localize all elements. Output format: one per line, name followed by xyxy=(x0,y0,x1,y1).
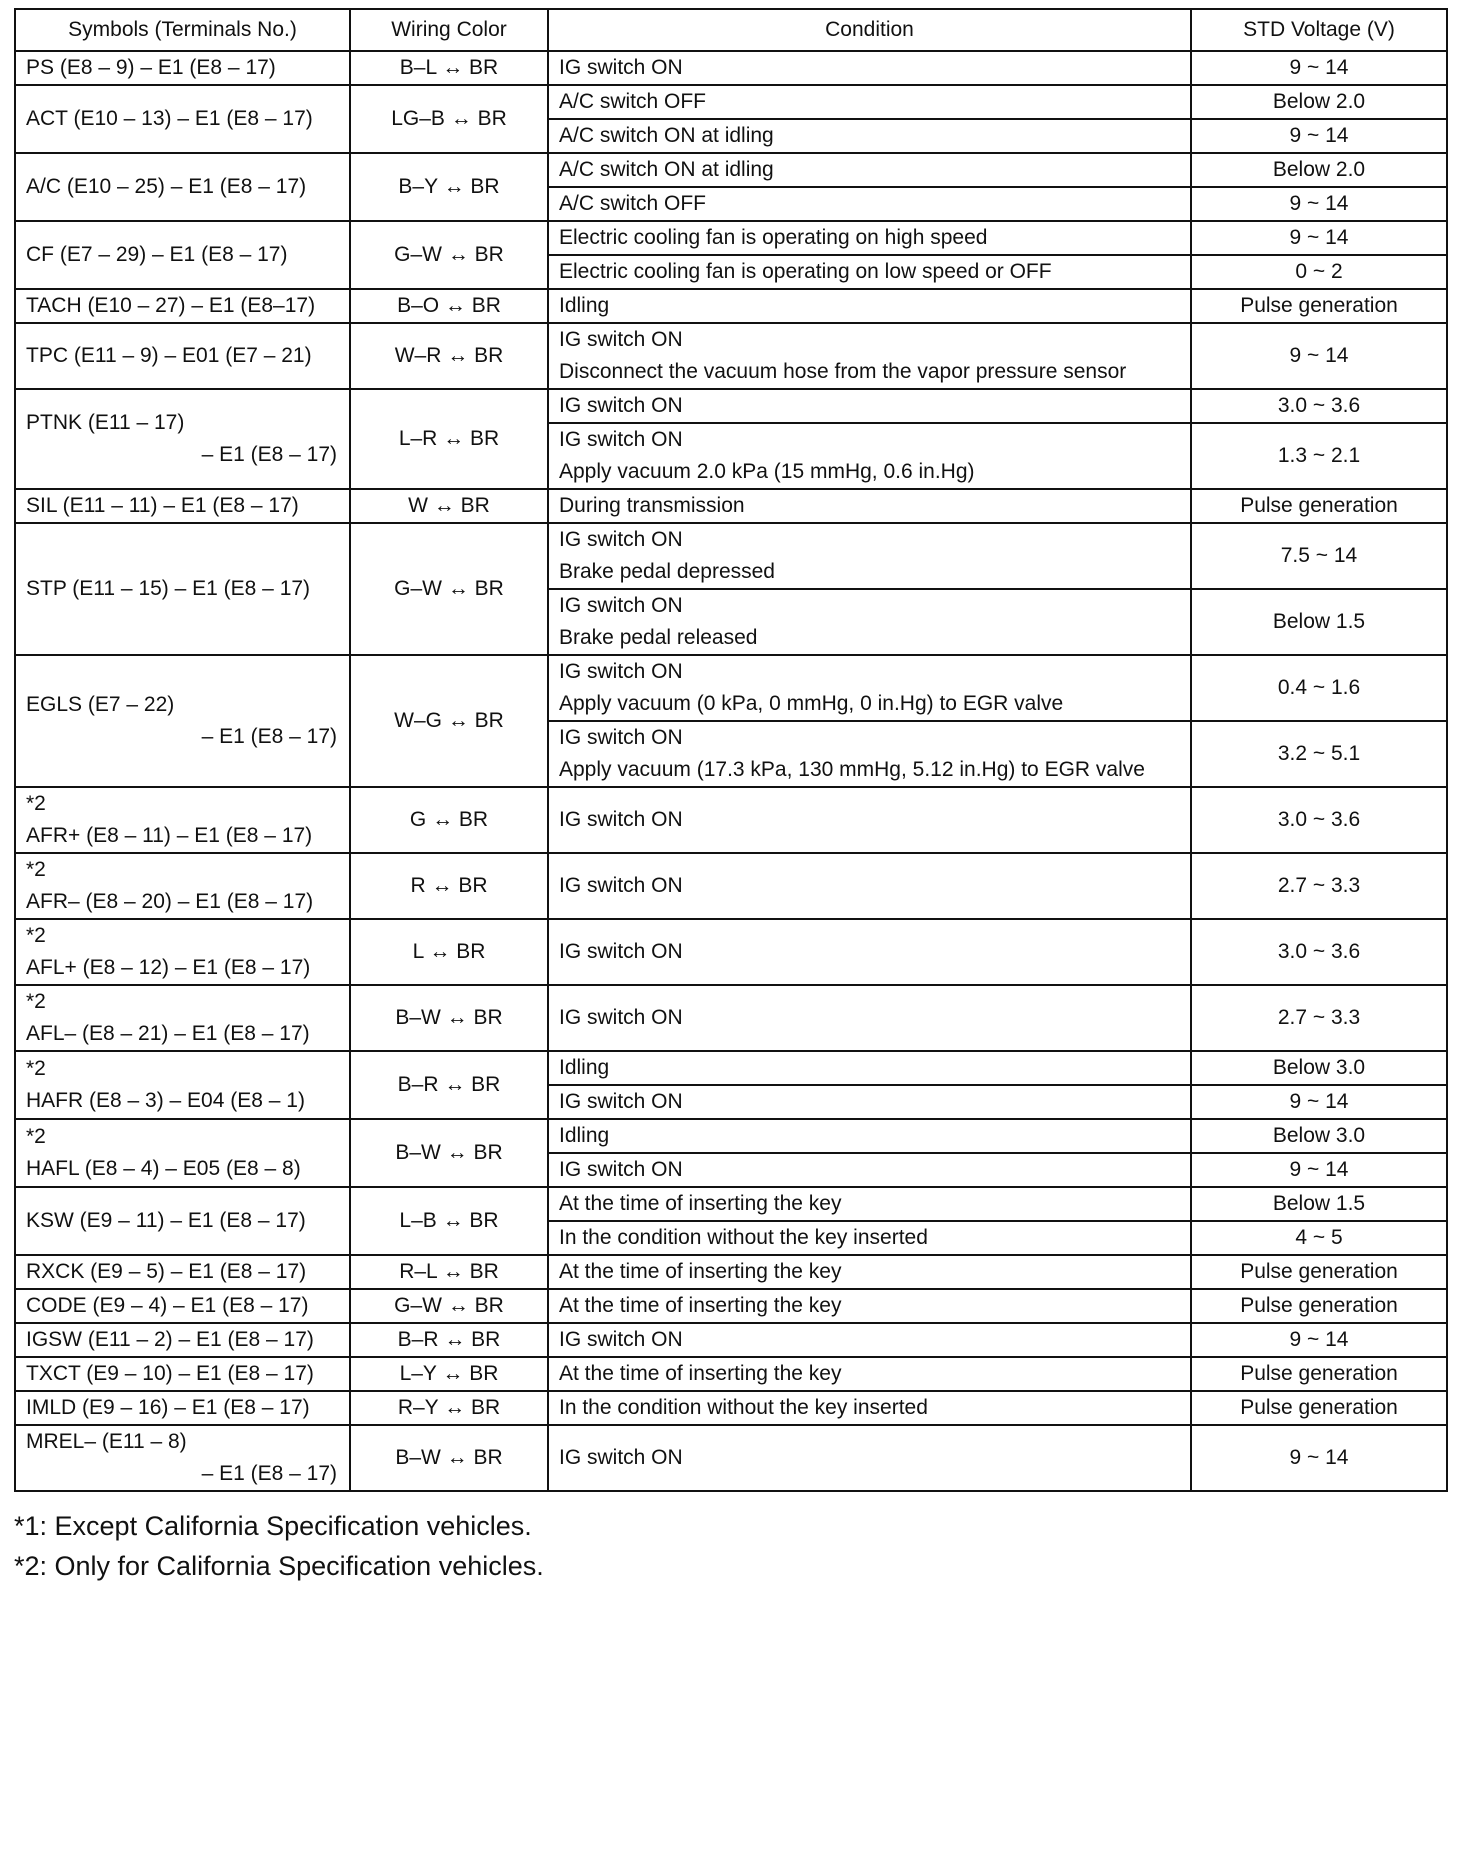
header-wiring-color: Wiring Color xyxy=(350,9,548,51)
condition-cell-line: Apply vacuum (0 kPa, 0 mmHg, 0 in.Hg) to EGR valve xyxy=(559,692,1064,715)
condition-cell-line: A/C switch ON at idling xyxy=(559,124,774,147)
table-row xyxy=(15,1119,1447,1153)
condition-cell-line: In the condition without the key inserted xyxy=(559,1226,928,1249)
symbol-cell-line: TXCT (E9 – 10) – E1 (E8 – 17) xyxy=(26,1362,314,1385)
std-voltage-cell: Below 3.0 xyxy=(1191,1051,1447,1085)
table-row xyxy=(15,985,1447,1051)
table-row xyxy=(15,655,1447,721)
symbol-cell-line: PS (E8 – 9) – E1 (E8 – 17) xyxy=(26,56,276,79)
table-row xyxy=(15,1425,1447,1491)
table-row xyxy=(15,389,1447,423)
table-row xyxy=(15,1289,1447,1323)
symbol-cell-line: AFR+ (E8 – 11) – E1 (E8 – 17) xyxy=(26,824,313,847)
symbol-cell-line: KSW (E9 – 11) – E1 (E8 – 17) xyxy=(26,1209,306,1232)
condition-cell xyxy=(548,153,1191,187)
header-std-voltage: STD Voltage (V) xyxy=(1191,9,1447,51)
std-voltage-cell: 9 ~ 14 xyxy=(1191,1323,1447,1357)
wiring-color-cell: R ↔ BR xyxy=(350,853,548,919)
table-row xyxy=(15,221,1447,255)
std-voltage-cell: 9 ~ 14 xyxy=(1191,119,1447,153)
table-body xyxy=(15,51,1447,1491)
std-voltage-cell: Pulse generation xyxy=(1191,1255,1447,1289)
std-voltage-cell: Below 2.0 xyxy=(1191,85,1447,119)
symbol-cell xyxy=(15,787,350,853)
terminal-voltage-table xyxy=(14,8,1448,1492)
symbol-cell-line: *2 xyxy=(26,1125,46,1148)
condition-cell xyxy=(548,655,1191,721)
symbol-cell-line: TPC (E11 – 9) – E01 (E7 – 21) xyxy=(26,344,312,367)
condition-cell-line: IG switch ON xyxy=(559,394,683,417)
std-voltage-cell: 0 ~ 2 xyxy=(1191,255,1447,289)
condition-cell-line: IG switch ON xyxy=(559,1006,683,1029)
std-voltage-cell: Pulse generation xyxy=(1191,489,1447,523)
condition-cell-line: Idling xyxy=(559,1056,610,1079)
std-voltage-cell: 4 ~ 5 xyxy=(1191,1221,1447,1255)
std-voltage-cell: Pulse generation xyxy=(1191,1357,1447,1391)
wiring-color-cell: B–W ↔ BR xyxy=(350,985,548,1051)
wiring-color-cell: B–L ↔ BR xyxy=(350,51,548,85)
symbol-cell-line: HAFR (E8 – 3) – E04 (E8 – 1) xyxy=(26,1089,305,1112)
std-voltage-cell: 1.3 ~ 2.1 xyxy=(1191,423,1447,489)
std-voltage-cell: 3.2 ~ 5.1 xyxy=(1191,721,1447,787)
table-row xyxy=(15,153,1447,187)
condition-cell-line: In the condition without the key inserted xyxy=(559,1396,928,1419)
table-row xyxy=(15,1391,1447,1425)
condition-cell xyxy=(548,1153,1191,1187)
condition-cell-line: IG switch ON xyxy=(559,726,683,749)
condition-cell-line: At the time of inserting the key xyxy=(559,1192,842,1215)
wiring-color-cell: L ↔ BR xyxy=(350,919,548,985)
condition-cell-line: A/C switch OFF xyxy=(559,90,707,113)
symbol-cell-line: CF (E7 – 29) – E1 (E8 – 17) xyxy=(26,243,288,266)
wiring-color-cell: L–R ↔ BR xyxy=(350,389,548,489)
condition-cell xyxy=(548,1085,1191,1119)
table-row xyxy=(15,523,1447,589)
std-voltage-cell: 0.4 ~ 1.6 xyxy=(1191,655,1447,721)
symbol-cell xyxy=(15,853,350,919)
table-header-row xyxy=(15,9,1447,51)
wiring-color-cell: L–Y ↔ BR xyxy=(350,1357,548,1391)
symbol-cell xyxy=(15,655,350,787)
symbol-cell-line: HAFL (E8 – 4) – E05 (E8 – 8) xyxy=(26,1157,301,1180)
condition-cell-line: IG switch ON xyxy=(559,328,683,351)
table-row xyxy=(15,1323,1447,1357)
condition-cell-line: At the time of inserting the key xyxy=(559,1294,842,1317)
condition-cell xyxy=(548,389,1191,423)
symbol-cell xyxy=(15,919,350,985)
symbol-cell xyxy=(15,1357,350,1391)
condition-cell xyxy=(548,51,1191,85)
table-row xyxy=(15,1357,1447,1391)
table-row xyxy=(15,853,1447,919)
wiring-color-cell: G–W ↔ BR xyxy=(350,523,548,655)
condition-cell xyxy=(548,1357,1191,1391)
condition-cell-line: IG switch ON xyxy=(559,874,683,897)
table-row xyxy=(15,323,1447,389)
symbol-cell-line: SIL (E11 – 11) – E1 (E8 – 17) xyxy=(26,494,299,517)
footnotes xyxy=(14,1506,1446,1586)
condition-cell-line: Brake pedal released xyxy=(559,626,758,649)
symbol-cell xyxy=(15,153,350,221)
symbol-cell-line: TACH (E10 – 27) – E1 (E8–17) xyxy=(26,294,316,317)
condition-cell xyxy=(548,721,1191,787)
std-voltage-cell: Below 2.0 xyxy=(1191,153,1447,187)
wiring-color-cell: B–W ↔ BR xyxy=(350,1425,548,1491)
symbol-cell xyxy=(15,985,350,1051)
symbol-cell-line: IMLD (E9 – 16) – E1 (E8 – 17) xyxy=(26,1396,310,1419)
symbol-ground-terminal: – E1 (E8 – 17) xyxy=(201,1462,337,1485)
std-voltage-cell: Pulse generation xyxy=(1191,289,1447,323)
table-row xyxy=(15,289,1447,323)
table-row xyxy=(15,1187,1447,1221)
symbol-cell xyxy=(15,221,350,289)
symbol-cell xyxy=(15,1187,350,1255)
condition-cell-line: IG switch ON xyxy=(559,1446,683,1469)
wiring-color-cell: G–W ↔ BR xyxy=(350,1289,548,1323)
std-voltage-cell: 9 ~ 14 xyxy=(1191,51,1447,85)
condition-cell-line: At the time of inserting the key xyxy=(559,1260,842,1283)
table-row xyxy=(15,85,1447,119)
footnote-2: *2: Only for California Specification vehicles. xyxy=(14,1551,544,1581)
condition-cell-line: IG switch ON xyxy=(559,1158,683,1181)
symbol-cell-line: AFL– (E8 – 21) – E1 (E8 – 17) xyxy=(26,1022,310,1045)
symbol-cell-line: RXCK (E9 – 5) – E1 (E8 – 17) xyxy=(26,1260,307,1283)
condition-cell-line: IG switch ON xyxy=(559,660,683,683)
std-voltage-cell: 9 ~ 14 xyxy=(1191,1153,1447,1187)
symbol-cell xyxy=(15,489,350,523)
condition-cell xyxy=(548,853,1191,919)
symbol-cell xyxy=(15,289,350,323)
condition-cell-line: Apply vacuum (17.3 kPa, 130 mmHg, 5.12 in.Hg) to EGR valve xyxy=(559,758,1145,781)
table-row xyxy=(15,489,1447,523)
symbol-cell xyxy=(15,85,350,153)
symbol-cell xyxy=(15,523,350,655)
footnote-1: *1: Except California Specification vehicles. xyxy=(14,1511,532,1541)
wiring-color-cell: G ↔ BR xyxy=(350,787,548,853)
std-voltage-cell: 9 ~ 14 xyxy=(1191,221,1447,255)
wiring-color-cell: G–W ↔ BR xyxy=(350,221,548,289)
symbol-cell-line: MREL– (E11 – 8) xyxy=(26,1430,187,1453)
header-symbols: Symbols (Terminals No.) xyxy=(15,9,350,51)
symbol-cell-line: AFL+ (E8 – 12) – E1 (E8 – 17) xyxy=(26,956,311,979)
table-row xyxy=(15,1051,1447,1085)
symbol-cell xyxy=(15,1051,350,1119)
condition-cell xyxy=(548,1051,1191,1085)
symbol-cell-line: AFR– (E8 – 20) – E1 (E8 – 17) xyxy=(26,890,314,913)
condition-cell-line: IG switch ON xyxy=(559,1090,683,1113)
spec-document xyxy=(14,8,1446,1586)
condition-cell-line: IG switch ON xyxy=(559,428,683,451)
symbol-cell xyxy=(15,323,350,389)
table-row xyxy=(15,787,1447,853)
condition-cell xyxy=(548,787,1191,853)
std-voltage-cell: 2.7 ~ 3.3 xyxy=(1191,985,1447,1051)
condition-cell xyxy=(548,523,1191,589)
symbol-cell xyxy=(15,1289,350,1323)
condition-cell-line: IG switch ON xyxy=(559,940,683,963)
wiring-color-cell: B–W ↔ BR xyxy=(350,1119,548,1187)
table-row xyxy=(15,1255,1447,1289)
symbol-cell-line: PTNK (E11 – 17) xyxy=(26,411,185,434)
condition-cell xyxy=(548,1119,1191,1153)
symbol-ground-terminal: – E1 (E8 – 17) xyxy=(201,443,337,466)
symbol-cell-line: ACT (E10 – 13) – E1 (E8 – 17) xyxy=(26,107,313,130)
condition-cell-line: During transmission xyxy=(559,494,745,517)
symbol-cell-line: STP (E11 – 15) – E1 (E8 – 17) xyxy=(26,577,311,600)
condition-cell-line: Electric cooling fan is operating on low speed or OFF xyxy=(559,260,1052,283)
wiring-color-cell: W–G ↔ BR xyxy=(350,655,548,787)
condition-cell xyxy=(548,489,1191,523)
condition-cell xyxy=(548,1289,1191,1323)
symbol-cell-line: CODE (E9 – 4) – E1 (E8 – 17) xyxy=(26,1294,309,1317)
condition-cell-line: IG switch ON xyxy=(559,808,683,831)
wiring-color-cell: W ↔ BR xyxy=(350,489,548,523)
symbol-cell xyxy=(15,1323,350,1357)
header-condition: Condition xyxy=(548,9,1191,51)
condition-cell-line: Disconnect the vacuum hose from the vapor pressure sensor xyxy=(559,360,1127,383)
condition-cell-line: IG switch ON xyxy=(559,1328,683,1351)
condition-cell-line: IG switch ON xyxy=(559,528,683,551)
condition-cell xyxy=(548,1323,1191,1357)
condition-cell xyxy=(548,985,1191,1051)
std-voltage-cell: 3.0 ~ 3.6 xyxy=(1191,389,1447,423)
condition-cell xyxy=(548,1255,1191,1289)
condition-cell-line: IG switch ON xyxy=(559,56,683,79)
std-voltage-cell: 3.0 ~ 3.6 xyxy=(1191,919,1447,985)
symbol-ground-terminal: – E1 (E8 – 17) xyxy=(201,725,337,748)
condition-cell-line: A/C switch OFF xyxy=(559,192,707,215)
table-row xyxy=(15,51,1447,85)
condition-cell xyxy=(548,1221,1191,1255)
condition-cell xyxy=(548,1425,1191,1491)
table-row xyxy=(15,919,1447,985)
std-voltage-cell: 9 ~ 14 xyxy=(1191,1085,1447,1119)
symbol-cell xyxy=(15,1391,350,1425)
symbol-cell xyxy=(15,51,350,85)
symbol-cell-line: *2 xyxy=(26,924,46,947)
symbol-cell-line: *2 xyxy=(26,1057,46,1080)
std-voltage-cell: 9 ~ 14 xyxy=(1191,1425,1447,1491)
condition-cell-line: IG switch ON xyxy=(559,594,683,617)
condition-cell-line: Brake pedal depressed xyxy=(559,560,775,583)
symbol-cell-line: IGSW (E11 – 2) – E1 (E8 – 17) xyxy=(26,1328,314,1351)
wiring-color-cell: B–Y ↔ BR xyxy=(350,153,548,221)
condition-cell xyxy=(548,289,1191,323)
condition-cell-line: Apply vacuum 2.0 kPa (15 mmHg, 0.6 in.Hg) xyxy=(559,460,975,483)
symbol-cell-line: *2 xyxy=(26,792,46,815)
condition-cell xyxy=(548,255,1191,289)
wiring-color-cell: LG–B ↔ BR xyxy=(350,85,548,153)
wiring-color-cell: R–Y ↔ BR xyxy=(350,1391,548,1425)
wiring-color-cell: B–R ↔ BR xyxy=(350,1051,548,1119)
std-voltage-cell: 3.0 ~ 3.6 xyxy=(1191,787,1447,853)
condition-cell xyxy=(548,589,1191,655)
condition-cell xyxy=(548,85,1191,119)
wiring-color-cell: L–B ↔ BR xyxy=(350,1187,548,1255)
condition-cell-line: At the time of inserting the key xyxy=(559,1362,842,1385)
symbol-cell xyxy=(15,1119,350,1187)
condition-cell xyxy=(548,221,1191,255)
symbol-cell-line: A/C (E10 – 25) – E1 (E8 – 17) xyxy=(26,175,307,198)
symbol-cell-line: *2 xyxy=(26,858,46,881)
condition-cell xyxy=(548,1187,1191,1221)
std-voltage-cell: 7.5 ~ 14 xyxy=(1191,523,1447,589)
condition-cell xyxy=(548,323,1191,389)
symbol-cell xyxy=(15,1425,350,1491)
condition-cell-line: Idling xyxy=(559,294,610,317)
condition-cell xyxy=(548,119,1191,153)
condition-cell xyxy=(548,423,1191,489)
std-voltage-cell: 9 ~ 14 xyxy=(1191,187,1447,221)
std-voltage-cell: Below 3.0 xyxy=(1191,1119,1447,1153)
std-voltage-cell: 9 ~ 14 xyxy=(1191,323,1447,389)
condition-cell xyxy=(548,187,1191,221)
condition-cell-line: Idling xyxy=(559,1124,610,1147)
std-voltage-cell: Pulse generation xyxy=(1191,1289,1447,1323)
wiring-color-cell: B–R ↔ BR xyxy=(350,1323,548,1357)
std-voltage-cell: Pulse generation xyxy=(1191,1391,1447,1425)
condition-cell xyxy=(548,1391,1191,1425)
std-voltage-cell: 2.7 ~ 3.3 xyxy=(1191,853,1447,919)
symbol-cell-line: EGLS (E7 – 22) xyxy=(26,693,175,716)
std-voltage-cell: Below 1.5 xyxy=(1191,1187,1447,1221)
condition-cell-line: A/C switch ON at idling xyxy=(559,158,774,181)
wiring-color-cell: B–O ↔ BR xyxy=(350,289,548,323)
symbol-cell xyxy=(15,389,350,489)
std-voltage-cell: Below 1.5 xyxy=(1191,589,1447,655)
symbol-cell xyxy=(15,1255,350,1289)
symbol-cell-line: *2 xyxy=(26,990,46,1013)
condition-cell xyxy=(548,919,1191,985)
wiring-color-cell: W–R ↔ BR xyxy=(350,323,548,389)
wiring-color-cell: R–L ↔ BR xyxy=(350,1255,548,1289)
condition-cell-line: Electric cooling fan is operating on high speed xyxy=(559,226,988,249)
